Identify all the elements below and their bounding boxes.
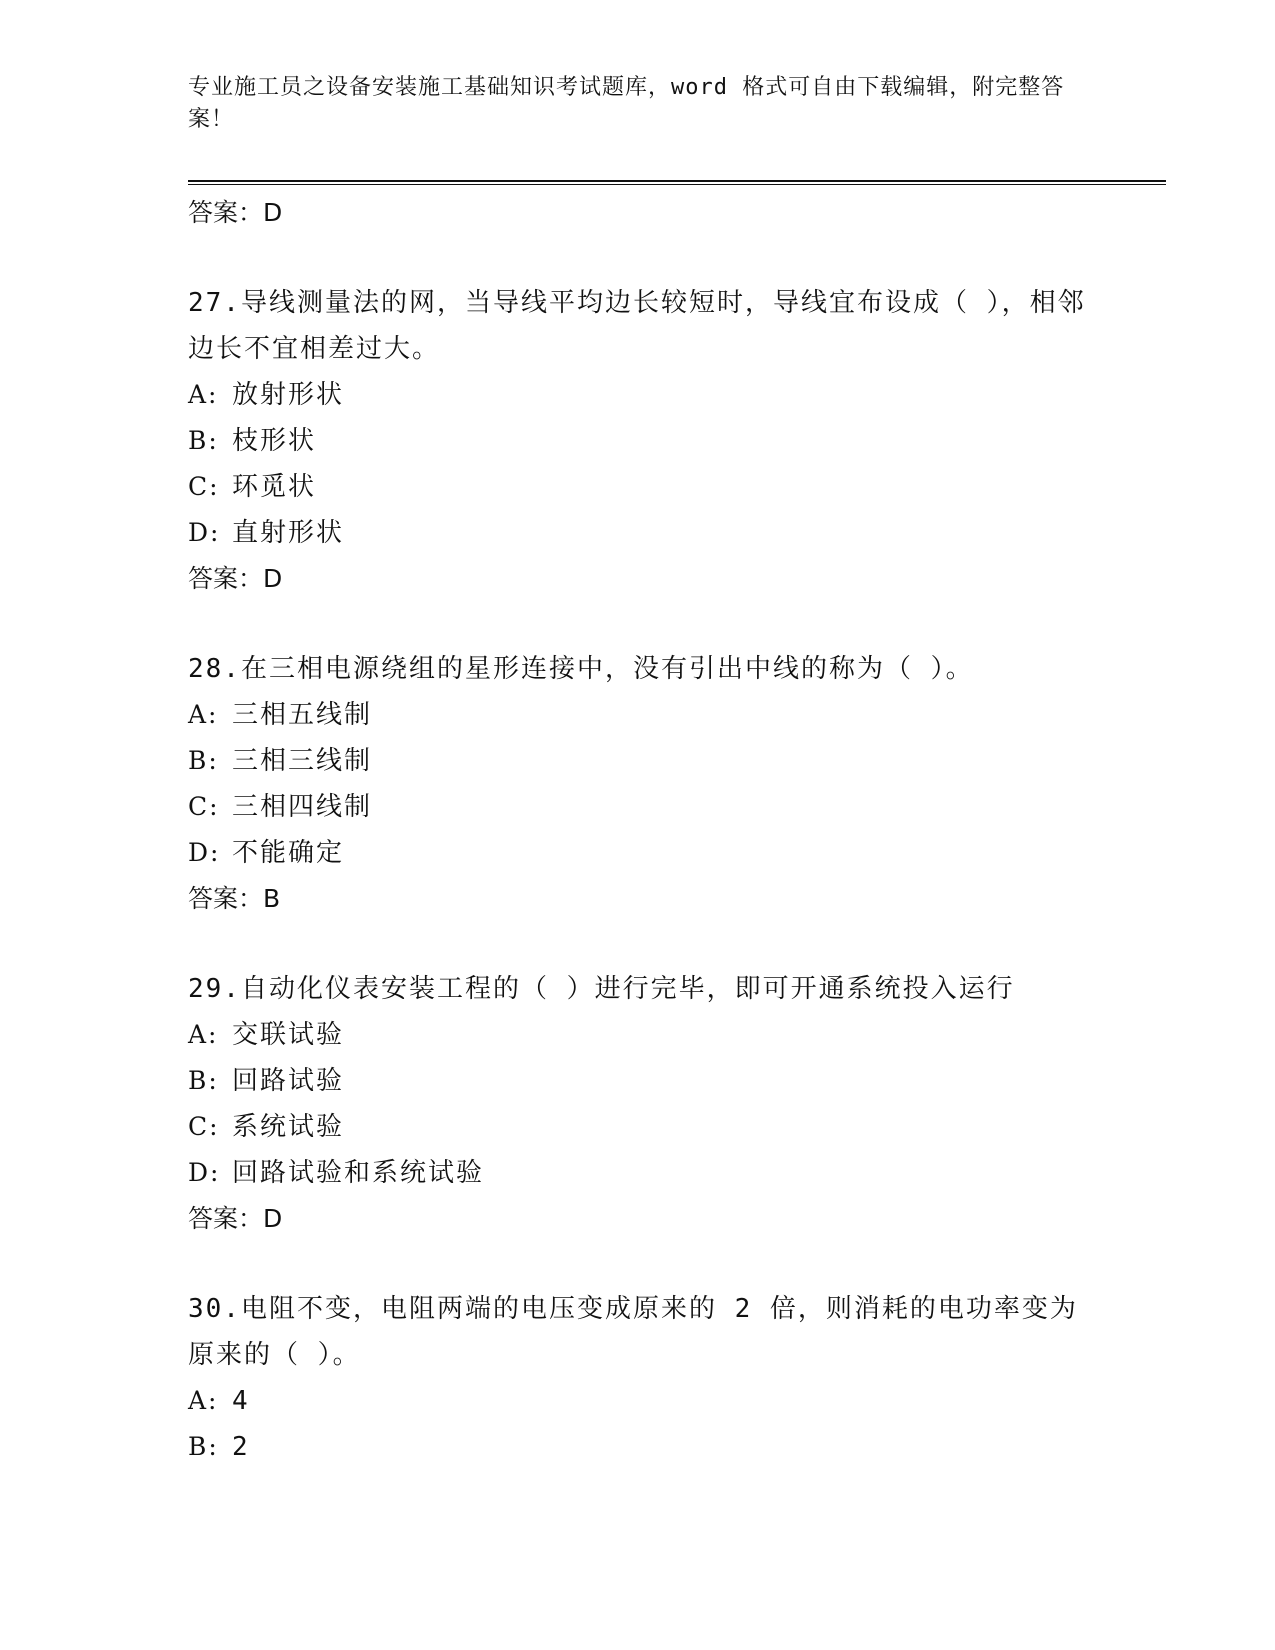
- option-a: [188, 692, 1088, 738]
- option-text: 系统试验: [232, 1112, 345, 1142]
- option-c: [188, 1104, 1088, 1150]
- question-text: 29.自动化仪表安装工程的（ ）进行完毕，即可开通系统投入运行: [188, 974, 1015, 1004]
- option-b: [188, 418, 1088, 464]
- option-letter: D:: [188, 518, 221, 547]
- option-text: 环觅状: [232, 472, 317, 502]
- option-letter: A:: [188, 1386, 219, 1415]
- option-letter: D:: [188, 838, 221, 867]
- question-27: [188, 280, 1088, 602]
- option-text: 三相三线制: [232, 746, 373, 776]
- option-letter: D:: [188, 1158, 221, 1187]
- option-c: [188, 784, 1088, 830]
- option-letter: B:: [188, 426, 219, 455]
- option-b: [188, 1424, 1088, 1470]
- option-text: 2: [232, 1432, 250, 1462]
- option-text: 回路试验和系统试验: [232, 1158, 485, 1188]
- option-letter: A:: [188, 700, 219, 729]
- answer-line: 答案：D: [188, 564, 283, 593]
- option-text: 不能确定: [232, 838, 345, 868]
- question-28: [188, 646, 1088, 922]
- option-text: 4: [232, 1386, 250, 1416]
- option-a: [188, 1012, 1088, 1058]
- option-text: 放射形状: [232, 380, 345, 410]
- question-text: 30.电阻不变，电阻两端的电压变成原来的 2 倍，则消耗的电功率变为原来的（ ）。: [188, 1294, 1078, 1370]
- answer-line: 答案：B: [188, 884, 281, 913]
- question-text: 27.导线测量法的网，当导线平均边长较短时，导线宜布设成（ ），相邻边长不宜相差过大。: [188, 288, 1086, 364]
- page-header: 专业施工员之设备安装施工基础知识考试题库，word 格式可自由下载编辑，附完整答案！: [188, 75, 1065, 132]
- option-text: 交联试验: [232, 1020, 345, 1050]
- option-c: [188, 464, 1088, 510]
- question-29: [188, 966, 1088, 1242]
- option-a: [188, 1378, 1088, 1424]
- option-text: 三相四线制: [232, 792, 373, 822]
- option-letter: A:: [188, 1020, 219, 1049]
- option-text: 回路试验: [232, 1066, 345, 1096]
- option-letter: B:: [188, 1432, 219, 1461]
- option-b: [188, 738, 1088, 784]
- option-d: [188, 510, 1088, 556]
- question-list: [188, 190, 1088, 1470]
- answer-line: 答案：D: [188, 1204, 283, 1233]
- question-30: [188, 1286, 1088, 1470]
- option-text: 直射形状: [232, 518, 345, 548]
- option-letter: B:: [188, 746, 219, 775]
- option-d: [188, 830, 1088, 876]
- option-text: 三相五线制: [232, 700, 373, 730]
- header-divider: [188, 180, 1166, 185]
- option-letter: B:: [188, 1066, 219, 1095]
- answer-line: 答案：D: [188, 198, 283, 227]
- option-text: 枝形状: [232, 426, 317, 456]
- option-b: [188, 1058, 1088, 1104]
- option-letter: C:: [188, 472, 220, 501]
- option-letter: C:: [188, 1112, 220, 1141]
- option-letter: A:: [188, 380, 219, 409]
- question-text: 28.在三相电源绕组的星形连接中，没有引出中线的称为（ ）。: [188, 654, 974, 684]
- option-letter: C:: [188, 792, 220, 821]
- option-d: [188, 1150, 1088, 1196]
- option-a: [188, 372, 1088, 418]
